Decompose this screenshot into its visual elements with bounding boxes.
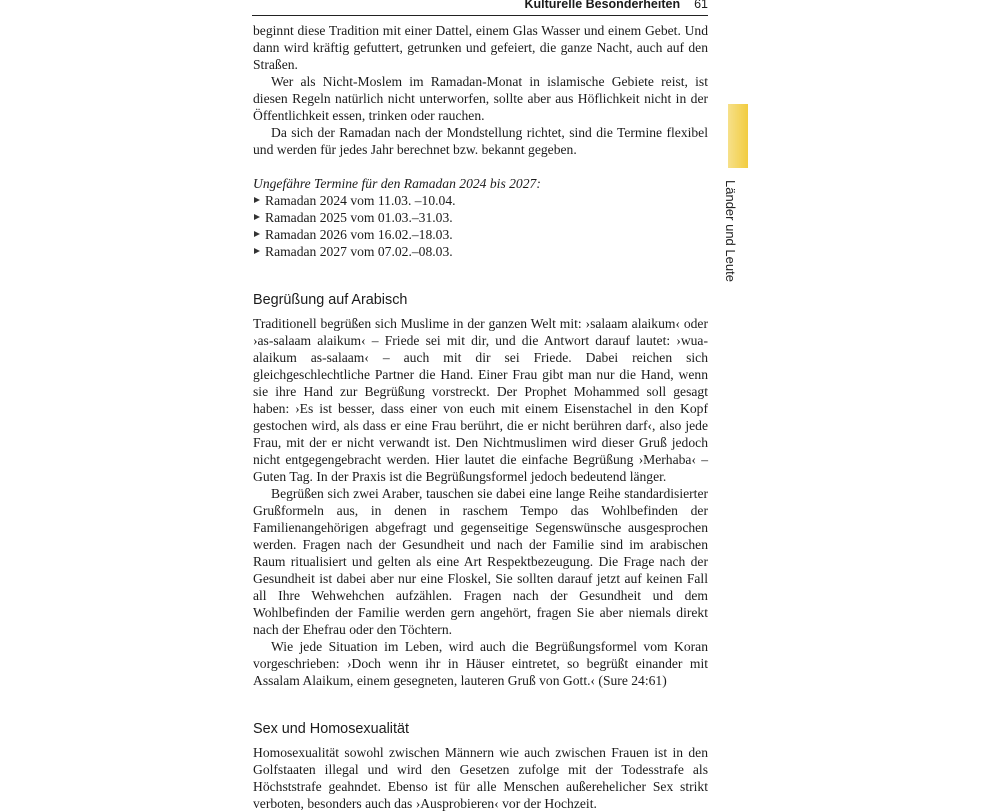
ramadan-dates-list [253, 192, 708, 260]
heading-greeting: Begrüßung auf Arabisch [253, 292, 408, 308]
paragraph-sex-1: Homosexualität sowohl zwischen Männern wie auch zwischen Frauen ist in den Golfstaaten illegal und wird den Gesetzen zufolge mit der Todesstrafe als Höchststrafe geahndet. Ebenso ist für alle Menschen außerehelicher Sex strikt verboten, besonders auch das ›Ausprobieren‹ vor der Hochzeit. [253, 745, 708, 811]
spacer [253, 689, 708, 721]
ramadan-dates-intro: Ungefähre Termine für den Ramadan 2024 bis 2027: [253, 176, 541, 191]
page-number: 61 [694, 0, 708, 11]
chapter-side-label: Länder und Leute [723, 180, 738, 282]
list-item: Ramadan 2026 vom 16.02.–18.03. [253, 226, 708, 243]
section-title: Kulturelle Besonderheiten [524, 0, 681, 11]
spacer [253, 260, 708, 292]
list-item: Ramadan 2024 vom 11.03. –10.04. [253, 192, 708, 209]
header-rule [252, 15, 708, 16]
body-text [253, 22, 708, 812]
paragraph-greeting-3: Wie jede Situation im Leben, wird auch die Begrüßungsformel vom Koran vorgeschrieben: ›Doch wenn ihr in Häuser eintretet, so begrüßt einander mit Assalam Alaikum, einem gesegneten, lauteren Gruß von Gott.‹ (Sure 24:61) [253, 639, 708, 688]
paragraph-ramadan-evening: beginnt diese Tradition mit einer Dattel, einem Glas Wasser und einem Gebet. Und dann wird kräftig gefuttert, getrunken und gefeiert, die ganze Nacht, auch auf den Straßen. [253, 23, 708, 72]
heading-sex: Sex und Homosexualität [253, 721, 409, 737]
paragraph-greeting-2: Begrüßen sich zwei Araber, tauschen sie dabei eine lange Reihe standardisierter Grußformeln aus, in denen in raschem Tempo das Wohlbefinden der Familienangehörigen abgefragt und gegenseitige Segenswünsche ausgesprochen werden. Fragen nach der Gesundheit und nach der Familie sind im arabischen Raum ritualisiert und gelten als eine Art Respektbezeugung. Die Frage nach der Gesundheit ist dabei aber nur eine Floskel, Sie sollten darauf jetzt auf keinen Fall all Ihre Wehwehchen aufzählen. Fragen nach der Gesundheit und dem Wohlbefinden der Familie werden gern angehört, fragen Sie aber niemals direkt nach der Ehefrau oder den Töchtern. [253, 486, 708, 637]
running-head [252, 0, 708, 15]
spacer [253, 158, 708, 175]
paragraph-greeting-1: Traditionell begrüßen sich Muslime in der ganzen Welt mit: ›salaam alaikum‹ oder ›as-salaam alaikum‹ – Friede sei mit dir, und die Antwort darauf lautet: ›wua-alaikum as-salaam‹ – auch mit dir sei Friede. Dabei reichen sich gleichgeschlechtliche Partner die Hand. Einer Frau gibt man nur die Hand, wenn sie ihre Hand zur Begrüßung vorstreckt. Der Prophet Mohammed soll gesagt haben: ›Es ist besser, dass einer von euch mit einem Eisenstachel in den Kopf gestochen wird, als dass er eine Frau berührt, die er nicht berühren darf‹, also jede Frau, mit der er nicht verwandt ist. Den Nichtmuslimen wird dieser Gruß jedoch nicht entgegengebracht werden. Hier lautet die einfache Begrüßung ›Merhaba‹ – Guten Tag. In der Praxis ist die Begrüßungsformel jedoch bedeutend länger. [253, 316, 708, 484]
paragraph-moon-dates: Da sich der Ramadan nach der Mondstellung richtet, sind die Termine flexibel und werden für jedes Jahr berechnet bzw. bekannt gegeben. [253, 125, 708, 157]
chapter-thumb-tab [728, 104, 748, 168]
paragraph-non-muslims: Wer als Nicht-Moslem im Ramadan-Monat in islamische Gebiete reist, ist diesen Regeln natürlich nicht unterworfen, sollte aber aus Höflichkeit nicht in der Öffentlichkeit essen, trinken oder rauchen. [253, 74, 708, 123]
list-item: Ramadan 2027 vom 07.02.–08.03. [253, 243, 708, 260]
list-item: Ramadan 2025 vom 01.03.–31.03. [253, 209, 708, 226]
